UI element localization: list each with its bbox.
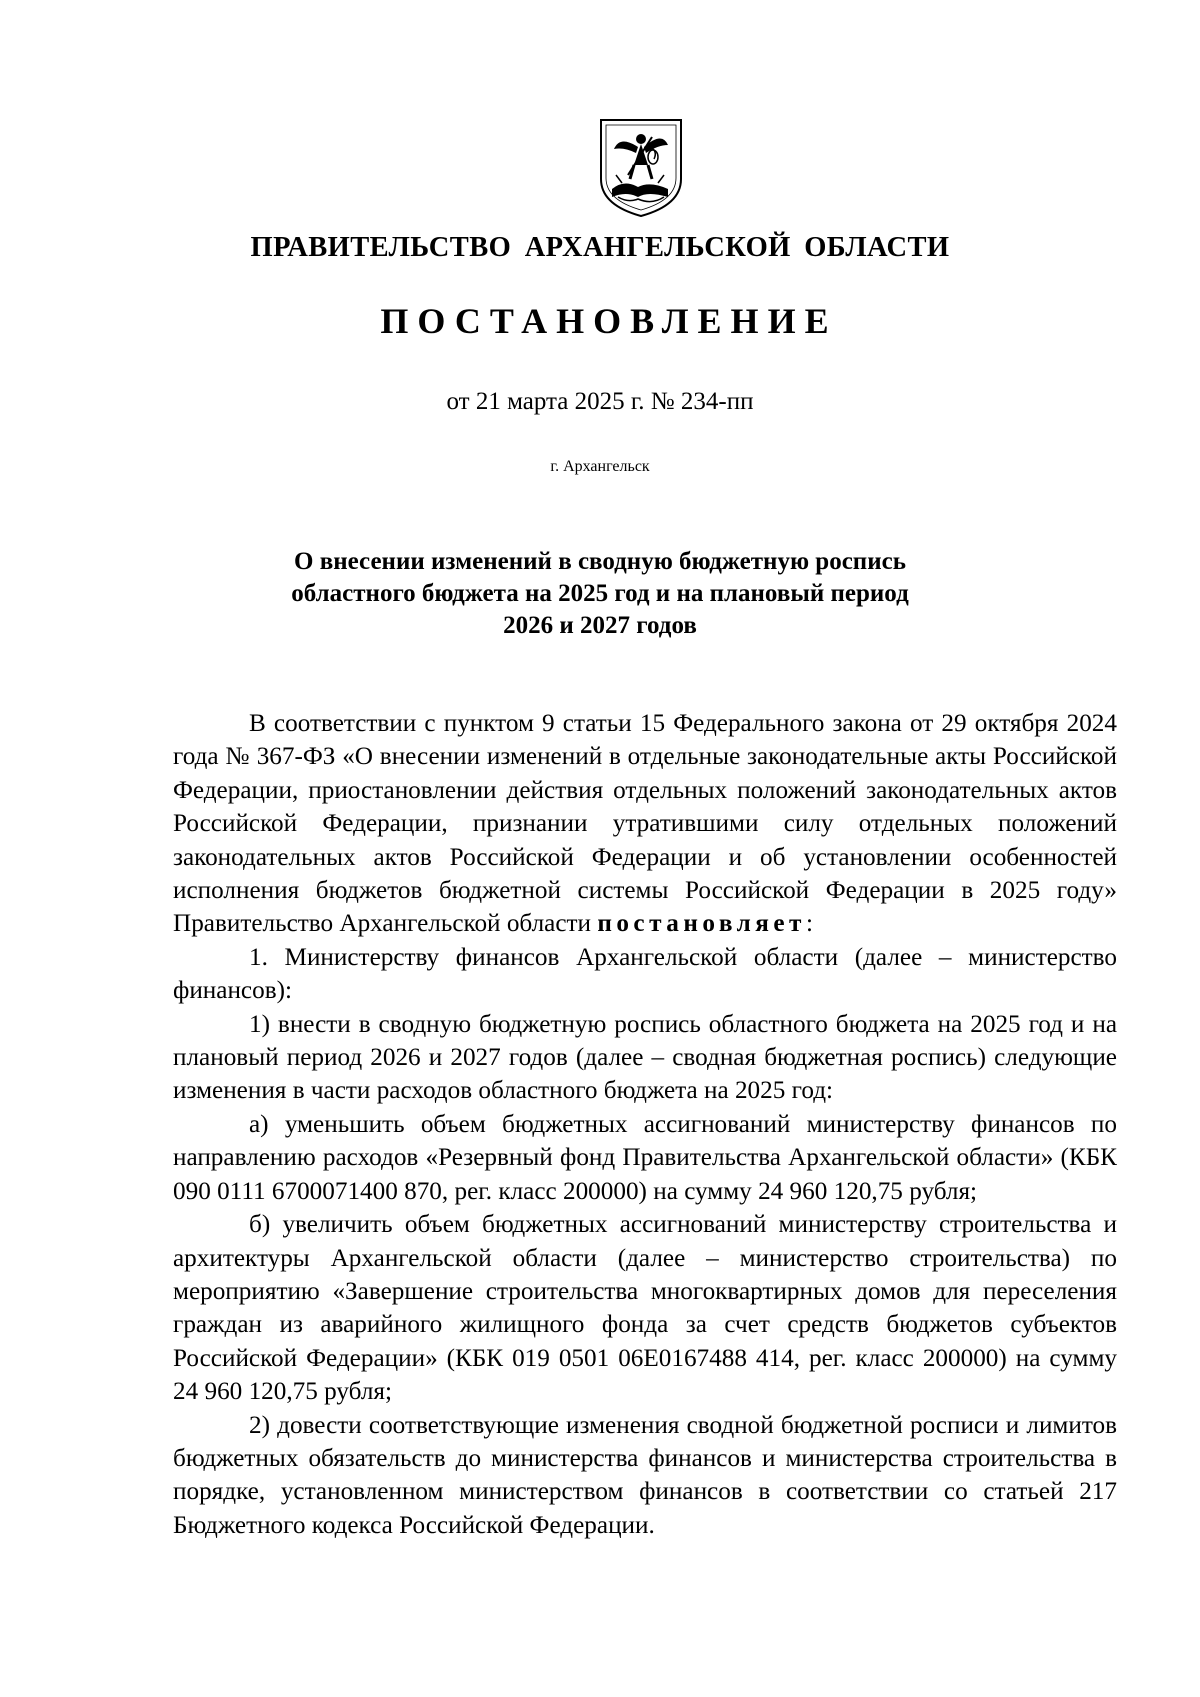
clause-paragraph: б) увеличить объем бюджетных ассигнований министерству строительства и архитектуры Архангельской области (далее – министерство строительства) по мероприятию «Завершение строительства многоквартирных домов для переселения граждан из аварийного жилищного фонда за счет средств бюджетов субъектов Российской Федерации» (КБК 019 0501 06Е0167488 414, рег. класс 200000) на сумму 24 960 120,75 рубля; xyxy=(173,1211,1117,1406)
preamble-paragraph xyxy=(173,707,1117,941)
preamble-tail: : xyxy=(805,910,813,938)
resolves-word: постановляет xyxy=(597,910,806,938)
subject-line: 2026 и 2027 годов xyxy=(503,612,697,639)
document-date-number: от 21 марта 2025 г. № 234-пп xyxy=(446,388,754,415)
document-subject xyxy=(0,546,1200,642)
document-city: г. Архангельск xyxy=(550,458,650,475)
coat-of-arms-emblem-icon xyxy=(598,117,684,219)
government-title: ПРАВИТЕЛЬСТВО АРХАНГЕЛЬСКОЙ ОБЛАСТИ xyxy=(250,232,950,263)
clause-paragraph: 1. Министерству финансов Архангельской области (далее – министерство финансов): xyxy=(173,943,1117,1005)
clause-paragraph: а) уменьшить объем бюджетных ассигнований министерству финансов по направлению расходов «Резервный фонд Правительства Архангельской области» (КБК 090 0111 6700071400 870, рег. класс 200000) на сумму 24 960 120,75 рубля; xyxy=(173,1110,1117,1205)
preamble-text: В соответствии с пунктом 9 статьи 15 Федерального закона от 29 октября 2024 года № 367-ФЗ «О внесении изменений в отдельные законодательные акты Российской Федерации, приостановлении действия отдельных положений законодательных актов Российской Федерации, признании утратившими силу отдельных положений законодательных актов Российской Федерации и об установлении особенностей исполнения бюджетов бюджетной системы Российской Федерации в 2025 году» Правительство Архангельской области xyxy=(173,710,1117,938)
clause-paragraph: 1) внести в сводную бюджетную роспись областного бюджета на 2025 год и на плановый период 2026 и 2027 годов (далее – сводная бюджетная роспись) следующие изменения в части расходов областного бюджета на 2025 год: xyxy=(173,1010,1117,1105)
subject-line: областного бюджета на 2025 год и на плановый период xyxy=(291,580,909,607)
subject-line: О внесении изменений в сводную бюджетную роспись xyxy=(294,548,906,575)
document-type: ПОСТАНОВЛЕНИЕ xyxy=(380,301,838,341)
document-body xyxy=(173,707,1117,1542)
clause-paragraph: 2) довести соответствующие изменения сводной бюджетной росписи и лимитов бюджетных обязательств до министерства финансов и министерства строительства в порядке, установленном министерством финансов в соответствии со статьей 217 Бюджетного кодекса Российской Федерации. xyxy=(173,1411,1117,1539)
